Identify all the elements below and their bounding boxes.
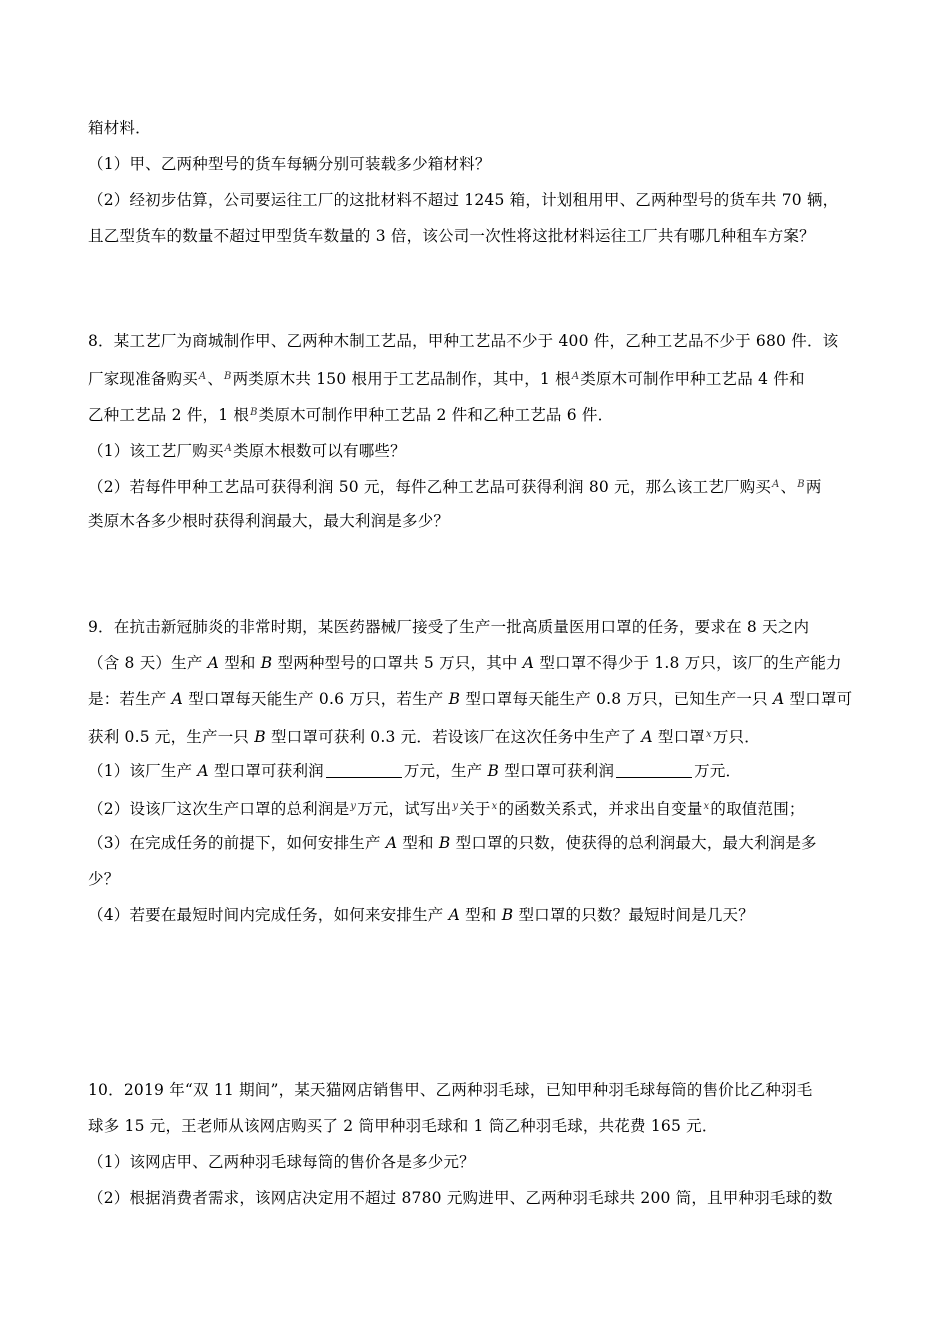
q10-line-2: 球多 15 元，王老师从该网店购买了 2 筒甲种羽毛球和 1 筒乙种羽毛球，共花费 165 元． — [88, 1117, 718, 1135]
variable-x: x — [706, 729, 712, 740]
q9-part-3-line-2: 少？ — [88, 870, 120, 888]
answer-blank — [326, 763, 402, 778]
q8-part-1: （1）该工艺厂购买$^A$类原木根数可以有哪些？ — [88, 442, 406, 460]
q10-part-2: （2）根据消费者需求，该网店决定用不超过 8780 元购进甲、乙两种羽毛球共 200 筒，且甲种羽毛球的数 — [88, 1189, 833, 1207]
answer-blank — [616, 763, 692, 778]
variable-y: y — [350, 801, 357, 812]
q9-line-1: 9．在抗击新冠肺炎的非常时期，某医药器械厂接受了生产一批高质量医用口罩的任务，要求在 8 天之内 — [88, 618, 810, 636]
variable-x: x — [703, 801, 710, 812]
q9-part-3-line-1: （3）在完成任务的前提下，如何安排生产 A 型和 B 型口罩的只数，使获得的总利润最大，最大利润是多 — [88, 834, 817, 852]
variable-a: A — [571, 371, 580, 382]
variable-b: B — [797, 479, 805, 490]
q9-line-3: 是：若生产 A 型口罩每天能生产 0.6 万只，若生产 B 型口罩每天能生产 0.8 万只，已知生产一只 A 型口罩可 — [88, 690, 853, 708]
variable-b: B — [224, 371, 232, 382]
q9-line-2: （含 8 天）生产 A 型和 B 型两种型号的口罩共 5 万只，其中 A 型口罩不得少于 1.8 万只，该厂的生产能力 — [88, 654, 842, 672]
q7-part-1: （1）甲、乙两种型号的货车每辆分别可装载多少箱材料？ — [88, 155, 491, 173]
variable-a: A — [224, 443, 233, 454]
q7-line-1: 箱材料． — [88, 119, 151, 137]
variable-b: B — [250, 407, 258, 418]
variable-x: x — [491, 801, 498, 812]
q8-line-2: 厂家现准备购买$^A$、$^B$两类原木共 150 根用于工艺品制作，其中，1 根$^A$类原木可制作甲种工艺品 4 件和 — [88, 370, 805, 388]
q8-part-2-line-2: 类原木各多少根时获得利润最大，最大利润是多少？ — [88, 512, 450, 530]
q7-part-2-line-1: （2）经初步估算，公司要运往工厂的这批材料不超过 1245 箱，计划租用甲、乙两种型号的货车共 70 辆， — [88, 191, 839, 209]
variable-a: A — [772, 479, 780, 490]
q9-line-4: 获利 0.5 元，生产一只 B 型口罩可获利 0.3 元．若设该厂在这次任务中生产了 A 型口罩$^x$万只． — [88, 728, 760, 746]
q9-part-2: （2）设该厂这次生产口罩的总利润是$^y$万元，试写出$^y$关于$^x$的函数关系式，并求出自变量$^x$的取值范围； — [88, 800, 805, 818]
q9-part-1: （1）该厂生产 A 型口罩可获利润 万元，生产 B 型口罩可获利润 万元． — [88, 762, 742, 780]
q8-line-1: 8．某工艺厂为商城制作甲、乙两种木制工艺品，甲种工艺品不少于 400 件，乙种工艺品不少于 680 件．该 — [88, 332, 839, 350]
q8-part-2-line-1: （2）若每件甲种工艺品可获得利润 50 元，每件乙种工艺品可获得利润 80 元，那么该工艺厂购买$^A$、$^B$两 — [88, 478, 822, 496]
variable-a: A — [198, 371, 207, 382]
q9-part-4: （4）若要在最短时间内完成任务，如何来安排生产 A 型和 B 型口罩的只数？最短时间是几天？ — [88, 906, 754, 924]
q8-line-3: 乙种工艺品 2 件，1 根$^B$类原木可制作甲种工艺品 2 件和乙种工艺品 6 件． — [88, 406, 614, 424]
variable-y: y — [452, 801, 459, 812]
q7-part-2-line-2: 且乙型货车的数量不超过甲型货车数量的 3 倍，该公司一次性将这批材料运往工厂共有哪几种租车方案？ — [88, 227, 815, 245]
q10-part-1: （1）该网店甲、乙两种羽毛球每筒的售价各是多少元？ — [88, 1153, 475, 1171]
q10-line-1: 10．2019 年“双 11 期间”，某天猫网店销售甲、乙两种羽毛球，已知甲种羽毛球每筒的售价比乙种羽毛 — [88, 1081, 813, 1099]
